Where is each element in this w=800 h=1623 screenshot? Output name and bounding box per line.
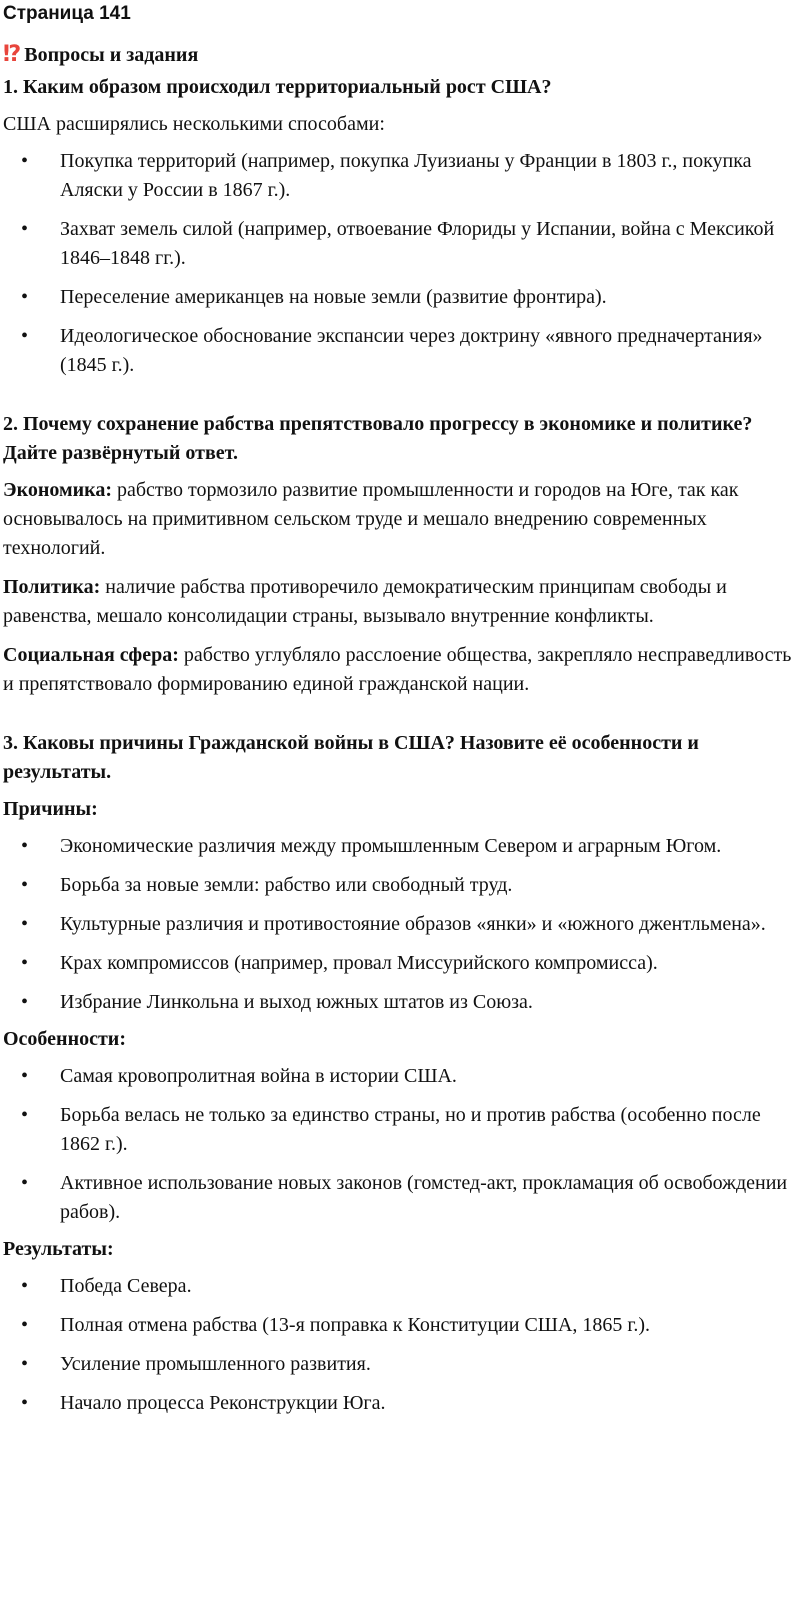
bullet-list	[3, 147, 798, 380]
question-title: 2. Почему сохранение рабства препятствовало прогрессу в экономике и политике? Дайте развёрнутый ответ.	[3, 413, 753, 464]
section-heading	[3, 43, 798, 67]
paragraph-label: Экономика:	[3, 479, 112, 501]
bullet-icon: •	[21, 1392, 29, 1414]
question-3	[3, 729, 798, 1418]
answer-paragraph	[3, 476, 798, 563]
question-2	[3, 410, 798, 699]
group-label: Особенности:	[3, 1028, 126, 1050]
list-item	[3, 832, 798, 861]
group-label: Результаты:	[3, 1238, 114, 1260]
list-item	[3, 1350, 798, 1379]
bullet-icon: •	[21, 1104, 29, 1126]
list-item-text: Усиление промышленного развития.	[60, 1353, 371, 1375]
list-item-text: Культурные различия и противостояние образов «янки» и «южного джентльмена».	[60, 913, 766, 935]
list-item	[3, 988, 798, 1017]
group-label: Причины:	[3, 798, 98, 820]
list-item	[3, 1389, 798, 1418]
paragraph-text: наличие рабства противоречило демократическим принципам свободы и равенства, мешало консолидации страны, вызывало внутренние конфликты.	[3, 576, 727, 627]
bullet-icon: •	[21, 150, 29, 172]
group-label-wrap	[3, 1235, 798, 1264]
list-item-text: Экономические различия между промышленным Севером и аграрным Югом.	[60, 835, 722, 857]
list-item-text: Борьба велась не только за единство страны, но и против рабства (особенно после 1862 г.).	[60, 1104, 761, 1155]
list-item	[3, 283, 798, 312]
list-item-text: Переселение американцев на новые земли (развитие фронтира).	[60, 286, 607, 308]
paragraph-text: рабство тормозило развитие промышленности и городов на Юге, так как основывалось на примитивном сельском труде и мешало внедрению современных технологий.	[3, 479, 739, 559]
list-item	[3, 215, 798, 273]
bullet-icon: •	[21, 1172, 29, 1194]
exclamation-question-icon: ⁉	[3, 42, 19, 67]
bullet-list	[3, 832, 798, 1017]
bullet-icon: •	[21, 874, 29, 896]
list-item-text: Начало процесса Реконструкции Юга.	[60, 1392, 386, 1414]
list-item-text: Активное использование новых законов (гомстед-акт, прокламация об освобождении рабов).	[60, 1172, 788, 1223]
list-item-text: Крах компромиссов (например, провал Миссурийского компромисса).	[60, 952, 658, 974]
list-item-text: Борьба за новые земли: рабство или свободный труд.	[60, 874, 513, 896]
bullet-icon: •	[21, 286, 29, 308]
bullet-list	[3, 1272, 798, 1418]
question-title: 1. Каким образом происходил территориальный рост США?	[3, 76, 552, 98]
bullet-icon: •	[21, 991, 29, 1013]
bullet-list	[3, 1062, 798, 1227]
bullet-icon: •	[21, 952, 29, 974]
list-item	[3, 147, 798, 205]
question-1	[3, 73, 798, 380]
page-title: Страница 141	[3, 3, 131, 24]
paragraph-label: Политика:	[3, 576, 101, 598]
list-item-text: Идеологическое обоснование экспансии через доктрину «явного предначертания» (1845 г.).	[60, 325, 763, 376]
bullet-icon: •	[21, 325, 29, 347]
list-item	[3, 871, 798, 900]
list-item	[3, 1062, 798, 1091]
list-item-text: Покупка территорий (например, покупка Луизианы у Франции в 1803 г., покупка Аляски у России в 1867 г.).	[60, 150, 752, 201]
list-item	[3, 1272, 798, 1301]
question-intro: США расширялись несколькими способами:	[3, 113, 385, 135]
list-item-text: Самая кровопролитная война в истории США.	[60, 1065, 457, 1087]
section-title: Вопросы и задания	[24, 44, 199, 66]
answer-paragraph	[3, 573, 798, 631]
bullet-icon: •	[21, 1353, 29, 1375]
list-item-text: Захват земель силой (например, отвоевание Флориды у Испании, война с Мексикой 1846–1848 гг.).	[60, 218, 775, 269]
list-item	[3, 322, 798, 380]
bullet-icon: •	[21, 218, 29, 240]
list-item	[3, 1311, 798, 1340]
list-item-text: Полная отмена рабства (13-я поправка к Конституции США, 1865 г.).	[60, 1314, 651, 1336]
group-label-wrap	[3, 1025, 798, 1054]
paragraph-text: рабство углубляло расслоение общества, закрепляло несправедливость и препятствовало формированию единой гражданской нации.	[3, 644, 792, 695]
question-title: 3. Каковы причины Гражданской войны в США? Назовите её особенности и результаты.	[3, 732, 699, 783]
bullet-icon: •	[21, 913, 29, 935]
answer-paragraph	[3, 641, 798, 699]
bullet-icon: •	[21, 1314, 29, 1336]
list-item-text: Избрание Линкольна и выход южных штатов из Союза.	[60, 991, 533, 1013]
bullet-icon: •	[21, 1065, 29, 1087]
list-item-text: Победа Севера.	[60, 1275, 192, 1297]
list-item	[3, 949, 798, 978]
group-label-wrap	[3, 795, 798, 824]
bullet-icon: •	[21, 1275, 29, 1297]
bullet-icon: •	[21, 835, 29, 857]
list-item	[3, 1169, 798, 1227]
list-item	[3, 910, 798, 939]
paragraph-label: Социальная сфера:	[3, 644, 179, 666]
list-item	[3, 1101, 798, 1159]
